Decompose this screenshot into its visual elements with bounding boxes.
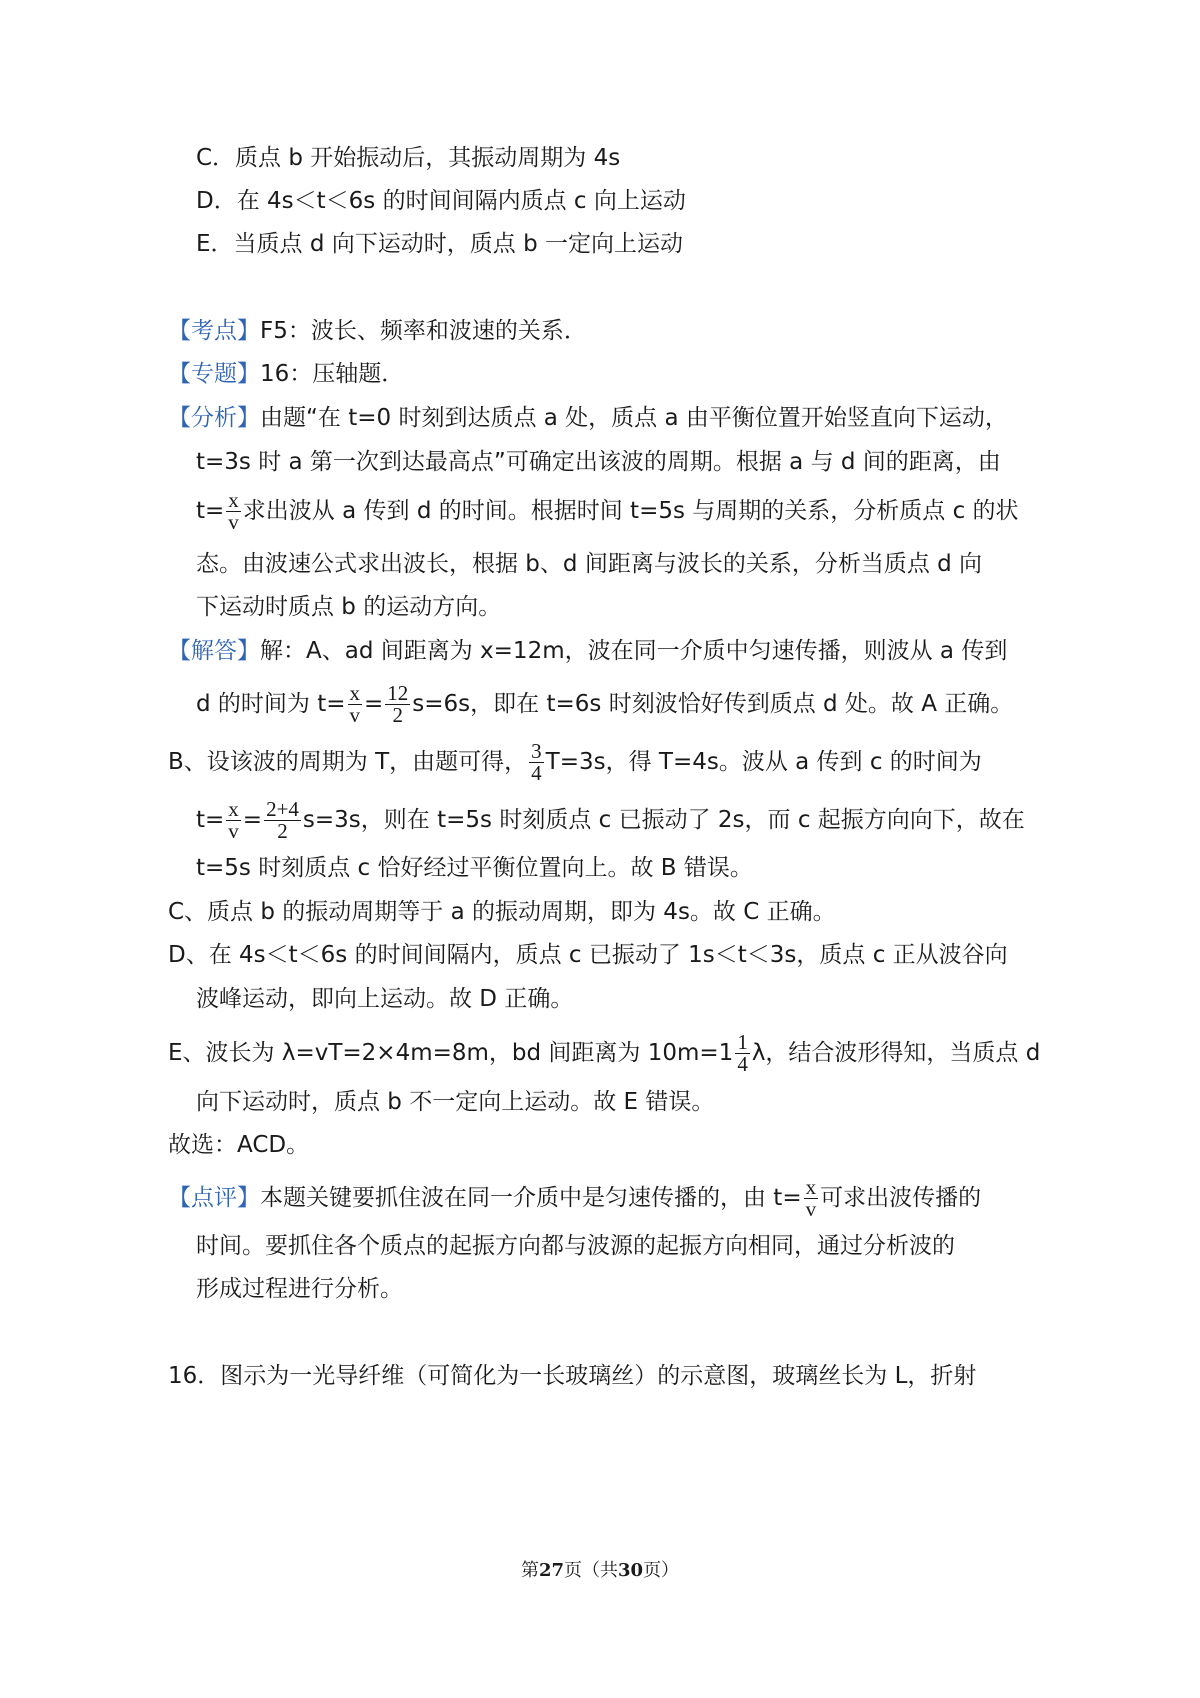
zhuanti-tag: 【专题】 <box>168 361 260 387</box>
fraction-12-over-2: $\frac{12}{2}$ <box>387 681 409 727</box>
a2-post: s=6s，即在 t=6s 时刻波恰好传到质点 d 处。故 A 正确。 <box>412 691 1014 717</box>
b1-pre: B、设该波的周期为 T，由题可得， <box>168 749 528 775</box>
jieda-line-c1: C、质点 b 的振动周期等于 a 的振动周期，即为 4s。故 C 正确。 <box>168 899 836 925</box>
jieda-line-a2 <box>196 683 1013 726</box>
equals-sign: = <box>242 807 263 833</box>
e1-post: λ，结合波形得知，当质点 d <box>751 1040 1041 1066</box>
fenxi-l3-pre: t= <box>196 498 225 524</box>
kaodian-tag: 【考点】 <box>168 318 260 344</box>
jieda-line-b1 <box>168 741 982 784</box>
dianping-line-3: 形成过程进行分析。 <box>196 1276 403 1302</box>
fraction-1-over-4: $\frac{1}{4}$ <box>737 1030 748 1076</box>
fraction-x-over-v: $\frac{x}{v}$ <box>228 797 239 843</box>
fenxi-line-4: 态。由波速公式求出波长，根据 b、d 间距离与波长的关系，分析当质点 d 向 <box>196 551 983 577</box>
equals-sign: = <box>364 691 384 717</box>
jieda-tag: 【解答】 <box>168 638 260 664</box>
fenxi-line-1 <box>168 403 1008 433</box>
option-d: D．在 4s＜t＜6s 的时间间隔内质点 c 向上运动 <box>196 188 686 214</box>
a2-pre: d 的时间为 t= <box>196 691 346 717</box>
fenxi-line-5: 下运动时质点 b 的运动方向。 <box>196 594 502 620</box>
zhuanti-line <box>168 359 404 389</box>
fenxi-text-1: 由题“在 t=0 时刻到达质点 a 处，质点 a 由平衡位置开始竖直向下运动， <box>260 405 1008 431</box>
question-16: 16．图示为一光导纤维（可简化为一长玻璃丝）的示意图，玻璃丝长为 L，折射 <box>168 1363 977 1389</box>
jieda-line-e1 <box>168 1032 1040 1075</box>
dianping-l1-pre: 本题关键要抓住波在同一介质中是匀速传播的，由 t= <box>260 1185 802 1211</box>
page-footer: 第27页（共30页） <box>520 1560 680 1581</box>
jieda-line-e2: 向下运动时，质点 b 不一定向上运动。故 E 错误。 <box>196 1089 715 1115</box>
b2-pre: t= <box>196 807 225 833</box>
jieda-line-d1: D、在 4s＜t＜6s 的时间间隔内，质点 c 已振动了 1s＜t＜3s，质点 c 正从波谷向 <box>168 942 1008 968</box>
b2-post: s=3s，则在 t=5s 时刻质点 c 已振动了 2s，而 c 起振方向向下，故在 <box>302 807 1025 833</box>
kaodian-text: F5：波长、频率和波速的关系． <box>260 318 587 344</box>
fenxi-line-2: t=3s 时 a 第一次到达最高点”可确定出该波的周期。根据 a 与 d 间的距离，由 <box>196 449 1001 475</box>
kaodian-line <box>168 316 587 346</box>
option-e: E．当质点 d 向下运动时，质点 b 一定向上运动 <box>196 231 683 257</box>
jieda-line-b2 <box>196 799 1025 842</box>
option-c: C．质点 b 开始振动后，其振动周期为 4s <box>196 145 621 171</box>
fraction-x-over-v: $\frac{x}{v}$ <box>228 488 239 534</box>
answer-line: 故选：ACD。 <box>168 1132 310 1158</box>
dianping-l1-post: 可求出波传播的 <box>820 1185 982 1211</box>
fraction-2plus4-over-2: $\frac{2+4}{2}$ <box>266 797 299 843</box>
total-pages: 30 <box>618 1560 644 1581</box>
fraction-3-over-4: $\frac{3}{4}$ <box>531 739 542 785</box>
dianping-tag: 【点评】 <box>168 1185 260 1211</box>
fenxi-line-3 <box>196 490 1019 533</box>
jieda-text-a1: 解：A、ad 间距离为 x=12m，波在同一介质中匀速传播，则波从 a 传到 <box>260 638 1008 664</box>
zhuanti-text: 16：压轴题． <box>260 361 405 387</box>
fenxi-l3-post: 求出波从 a 传到 d 的时间。根据时间 t=5s 与周期的关系，分析质点 c 的状 <box>242 498 1019 524</box>
fraction-x-over-v: $\frac{x}{v}$ <box>349 681 361 727</box>
fraction-x-over-v: $\frac{x}{v}$ <box>805 1175 817 1221</box>
jieda-line-1 <box>168 636 1007 666</box>
dianping-line-1 <box>168 1177 981 1220</box>
jieda-line-b3: t=5s 时刻质点 c 恰好经过平衡位置向上。故 B 错误。 <box>196 855 753 881</box>
current-page: 27 <box>538 1560 564 1581</box>
e1-pre: E、波长为 λ=vT=2×4m=8m，bd 间距离为 10m=1 <box>168 1040 734 1066</box>
jieda-line-d2: 波峰运动，即向上运动。故 D 正确。 <box>196 986 574 1012</box>
b1-post: T=3s，得 T=4s。波从 a 传到 c 的时间为 <box>545 749 982 775</box>
dianping-line-2: 时间。要抓住各个质点的起振方向都与波源的起振方向相同，通过分析波的 <box>196 1233 955 1259</box>
fenxi-tag: 【分析】 <box>168 405 260 431</box>
